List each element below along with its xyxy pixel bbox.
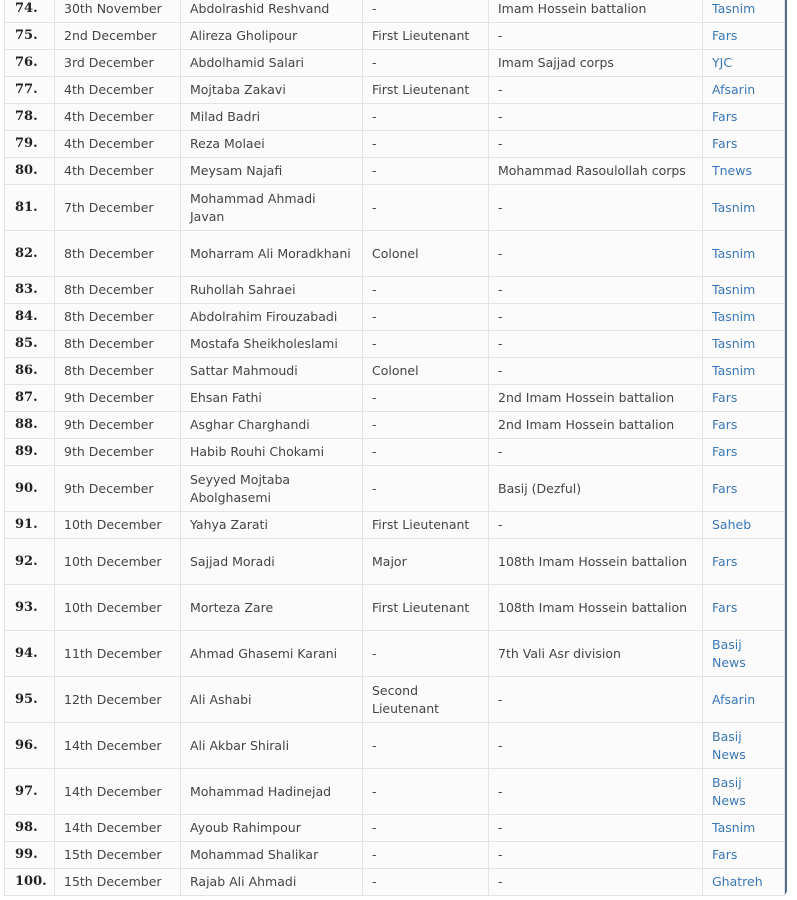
table-row bbox=[5, 304, 785, 331]
rank-cell: - bbox=[363, 331, 489, 358]
source-link[interactable]: Tasnim bbox=[712, 282, 756, 297]
row-number: 97. bbox=[5, 769, 55, 815]
source-link[interactable]: Afsarin bbox=[712, 82, 756, 97]
source-cell bbox=[703, 677, 785, 723]
source-link[interactable]: Saheb bbox=[712, 517, 752, 532]
table-row bbox=[5, 50, 785, 77]
source-cell bbox=[703, 23, 785, 50]
source-cell bbox=[703, 77, 785, 104]
unit-cell: 2nd Imam Hossein battalion bbox=[489, 412, 703, 439]
source-link[interactable]: Fars bbox=[712, 553, 738, 569]
name-cell: Seyyed Mojtaba Abolghasemi bbox=[181, 466, 363, 512]
unit-cell: - bbox=[489, 104, 703, 131]
date-cell: 10th December bbox=[55, 539, 181, 585]
source-cell bbox=[703, 842, 785, 869]
date-cell: 15th December bbox=[55, 869, 181, 896]
source-cell bbox=[703, 331, 785, 358]
source-cell bbox=[703, 769, 785, 815]
table-row bbox=[5, 277, 785, 304]
date-cell: 9th December bbox=[55, 439, 181, 466]
row-number: 74. bbox=[5, 0, 55, 23]
rank-cell: First Lieutenant bbox=[363, 585, 489, 631]
table-row bbox=[5, 769, 785, 815]
table-row bbox=[5, 0, 785, 23]
source-cell bbox=[703, 131, 785, 158]
row-number: 92. bbox=[5, 539, 55, 585]
name-cell: Ahmad Ghasemi Karani bbox=[181, 631, 363, 677]
date-cell: 3rd December bbox=[55, 50, 181, 77]
unit-cell: - bbox=[489, 439, 703, 466]
rank-cell: First Lieutenant bbox=[363, 512, 489, 539]
source-cell bbox=[703, 358, 785, 385]
table-row bbox=[5, 77, 785, 104]
source-cell bbox=[703, 439, 785, 466]
table-row bbox=[5, 539, 785, 585]
table-row bbox=[5, 104, 785, 131]
row-number: 75. bbox=[5, 23, 55, 50]
rank-cell: - bbox=[363, 869, 489, 896]
name-cell: Meysam Najafi bbox=[181, 158, 363, 185]
source-link[interactable]: Fars bbox=[712, 109, 738, 124]
source-cell bbox=[703, 869, 785, 896]
unit-cell: - bbox=[489, 304, 703, 331]
date-cell: 12th December bbox=[55, 677, 181, 723]
date-cell: 14th December bbox=[55, 723, 181, 769]
table-row bbox=[5, 842, 785, 869]
row-number: 81. bbox=[5, 185, 55, 231]
unit-cell: - bbox=[489, 231, 703, 277]
date-cell: 14th December bbox=[55, 769, 181, 815]
unit-cell: - bbox=[489, 23, 703, 50]
row-number: 99. bbox=[5, 842, 55, 869]
source-cell bbox=[703, 385, 785, 412]
unit-cell: Imam Sajjad corps bbox=[489, 50, 703, 77]
name-cell: Mostafa Sheikholeslami bbox=[181, 331, 363, 358]
table-row bbox=[5, 358, 785, 385]
source-link[interactable]: Basij News bbox=[712, 774, 746, 808]
date-cell: 8th December bbox=[55, 231, 181, 277]
unit-cell: - bbox=[489, 277, 703, 304]
date-cell: 10th December bbox=[55, 512, 181, 539]
date-cell: 14th December bbox=[55, 815, 181, 842]
name-cell: Reza Molaei bbox=[181, 131, 363, 158]
source-cell bbox=[703, 466, 785, 512]
date-cell: 4th December bbox=[55, 104, 181, 131]
source-link[interactable]: Ghatreh bbox=[712, 874, 763, 889]
source-link[interactable]: Tasnim bbox=[712, 820, 756, 835]
rank-cell: - bbox=[363, 0, 489, 23]
table-row bbox=[5, 631, 785, 677]
row-number: 90. bbox=[5, 466, 55, 512]
table-row bbox=[5, 466, 785, 512]
unit-cell: - bbox=[489, 77, 703, 104]
table-row bbox=[5, 412, 785, 439]
rank-cell: - bbox=[363, 304, 489, 331]
rank-cell: - bbox=[363, 412, 489, 439]
source-link[interactable]: Tasnim bbox=[712, 245, 756, 261]
date-cell: 8th December bbox=[55, 331, 181, 358]
unit-cell: 7th Vali Asr division bbox=[489, 631, 703, 677]
unit-cell: - bbox=[489, 331, 703, 358]
source-cell bbox=[703, 104, 785, 131]
source-link[interactable]: Tasnim bbox=[712, 1, 756, 16]
row-number: 89. bbox=[5, 439, 55, 466]
row-number: 93. bbox=[5, 585, 55, 631]
unit-cell: 108th Imam Hossein battalion bbox=[489, 539, 703, 585]
name-cell: Mohammad Shalikar bbox=[181, 842, 363, 869]
name-cell: Ruhollah Sahraei bbox=[181, 277, 363, 304]
date-cell: 7th December bbox=[55, 185, 181, 231]
date-cell: 8th December bbox=[55, 358, 181, 385]
source-cell bbox=[703, 512, 785, 539]
row-number: 77. bbox=[5, 77, 55, 104]
source-cell bbox=[703, 50, 785, 77]
name-cell: Abdolrashid Reshvand bbox=[181, 0, 363, 23]
rank-cell: - bbox=[363, 277, 489, 304]
date-cell: 9th December bbox=[55, 466, 181, 512]
row-number: 76. bbox=[5, 50, 55, 77]
date-cell: 9th December bbox=[55, 412, 181, 439]
row-number: 100. bbox=[5, 869, 55, 896]
table-row bbox=[5, 131, 785, 158]
source-cell bbox=[703, 539, 785, 585]
row-number: 78. bbox=[5, 104, 55, 131]
source-link[interactable]: Tnews bbox=[712, 163, 752, 178]
unit-cell: 2nd Imam Hossein battalion bbox=[489, 385, 703, 412]
source-link[interactable]: Fars bbox=[712, 28, 738, 43]
name-cell: Morteza Zare bbox=[181, 585, 363, 631]
rank-cell: - bbox=[363, 723, 489, 769]
source-link[interactable]: Fars bbox=[712, 390, 738, 405]
table-row bbox=[5, 23, 785, 50]
source-cell bbox=[703, 158, 785, 185]
rank-cell: - bbox=[363, 842, 489, 869]
source-cell bbox=[703, 631, 785, 677]
table-row bbox=[5, 331, 785, 358]
row-number: 91. bbox=[5, 512, 55, 539]
name-cell: Alireza Gholipour bbox=[181, 23, 363, 50]
source-link[interactable]: Fars bbox=[712, 417, 738, 432]
name-cell: Mohammad Ahmadi Javan bbox=[181, 185, 363, 231]
source-link[interactable]: Fars bbox=[712, 599, 738, 615]
row-number: 79. bbox=[5, 131, 55, 158]
rank-cell: First Lieutenant bbox=[363, 23, 489, 50]
table-row bbox=[5, 723, 785, 769]
name-cell: Asghar Charghandi bbox=[181, 412, 363, 439]
source-link[interactable]: Fars bbox=[712, 480, 738, 496]
name-cell: Ayoub Rahimpour bbox=[181, 815, 363, 842]
name-cell: Ehsan Fathi bbox=[181, 385, 363, 412]
name-cell: Milad Badri bbox=[181, 104, 363, 131]
unit-cell: - bbox=[489, 131, 703, 158]
rank-cell: - bbox=[363, 104, 489, 131]
date-cell: 4th December bbox=[55, 158, 181, 185]
source-cell bbox=[703, 0, 785, 23]
source-link[interactable]: YJC bbox=[712, 55, 733, 70]
date-cell: 15th December bbox=[55, 842, 181, 869]
source-cell bbox=[703, 815, 785, 842]
row-number: 86. bbox=[5, 358, 55, 385]
unit-cell: - bbox=[489, 358, 703, 385]
row-number: 83. bbox=[5, 277, 55, 304]
source-link[interactable]: Afsarin bbox=[712, 691, 756, 707]
date-cell: 9th December bbox=[55, 385, 181, 412]
name-cell: Habib Rouhi Chokami bbox=[181, 439, 363, 466]
row-number: 96. bbox=[5, 723, 55, 769]
row-number: 82. bbox=[5, 231, 55, 277]
source-cell bbox=[703, 723, 785, 769]
table-body bbox=[5, 0, 785, 896]
source-cell bbox=[703, 231, 785, 277]
table-row bbox=[5, 585, 785, 631]
source-link[interactable]: Fars bbox=[712, 136, 738, 151]
rank-cell: First Lieutenant bbox=[363, 77, 489, 104]
source-cell bbox=[703, 185, 785, 231]
name-cell: Mojtaba Zakavi bbox=[181, 77, 363, 104]
row-number: 95. bbox=[5, 677, 55, 723]
table-row bbox=[5, 869, 785, 896]
table-row bbox=[5, 385, 785, 412]
unit-cell: Basij (Dezful) bbox=[489, 466, 703, 512]
table-row bbox=[5, 815, 785, 842]
rank-cell: - bbox=[363, 385, 489, 412]
source-link[interactable]: Fars bbox=[712, 847, 738, 862]
unit-cell: - bbox=[489, 869, 703, 896]
unit-cell: Imam Hossein battalion bbox=[489, 0, 703, 23]
rank-cell: Major bbox=[363, 539, 489, 585]
date-cell: 11th December bbox=[55, 631, 181, 677]
row-number: 87. bbox=[5, 385, 55, 412]
rank-cell: - bbox=[363, 631, 489, 677]
name-cell: Abdolrahim Firouzabadi bbox=[181, 304, 363, 331]
date-cell: 8th December bbox=[55, 277, 181, 304]
name-cell: Abdolhamid Salari bbox=[181, 50, 363, 77]
rank-cell: Second Lieutenant bbox=[363, 677, 489, 723]
source-link[interactable]: Basij News bbox=[712, 728, 746, 762]
name-cell: Ali Ashabi bbox=[181, 677, 363, 723]
source-link[interactable]: Fars bbox=[712, 444, 738, 459]
unit-cell: - bbox=[489, 677, 703, 723]
table-row bbox=[5, 677, 785, 723]
name-cell: Sattar Mahmoudi bbox=[181, 358, 363, 385]
table-row bbox=[5, 439, 785, 466]
row-number: 85. bbox=[5, 331, 55, 358]
unit-cell: - bbox=[489, 842, 703, 869]
table-row bbox=[5, 158, 785, 185]
source-link[interactable]: Tasnim bbox=[712, 309, 756, 324]
source-link[interactable]: Tasnim bbox=[712, 199, 756, 215]
source-link[interactable]: Basij News bbox=[712, 636, 746, 670]
source-link[interactable]: Tasnim bbox=[712, 363, 756, 378]
row-number: 88. bbox=[5, 412, 55, 439]
table-row bbox=[5, 512, 785, 539]
name-cell: Rajab Ali Ahmadi bbox=[181, 869, 363, 896]
name-cell: Yahya Zarati bbox=[181, 512, 363, 539]
date-cell: 4th December bbox=[55, 77, 181, 104]
unit-cell: - bbox=[489, 815, 703, 842]
table-row bbox=[5, 231, 785, 277]
unit-cell: - bbox=[489, 512, 703, 539]
date-cell: 2nd December bbox=[55, 23, 181, 50]
date-cell: 30th November bbox=[55, 0, 181, 23]
rank-cell: - bbox=[363, 131, 489, 158]
unit-cell: 108th Imam Hossein battalion bbox=[489, 585, 703, 631]
rank-cell: - bbox=[363, 815, 489, 842]
name-cell: Mohammad Hadinejad bbox=[181, 769, 363, 815]
source-cell bbox=[703, 585, 785, 631]
rank-cell: - bbox=[363, 466, 489, 512]
unit-cell: - bbox=[489, 185, 703, 231]
source-cell bbox=[703, 304, 785, 331]
source-link[interactable]: Tasnim bbox=[712, 336, 756, 351]
row-number: 84. bbox=[5, 304, 55, 331]
rank-cell: - bbox=[363, 185, 489, 231]
source-cell bbox=[703, 412, 785, 439]
name-cell: Ali Akbar Shirali bbox=[181, 723, 363, 769]
casualties-table bbox=[4, 0, 785, 896]
unit-cell: - bbox=[489, 769, 703, 815]
name-cell: Sajjad Moradi bbox=[181, 539, 363, 585]
date-cell: 4th December bbox=[55, 131, 181, 158]
source-cell bbox=[703, 277, 785, 304]
row-number: 98. bbox=[5, 815, 55, 842]
name-cell: Moharram Ali Moradkhani bbox=[181, 231, 363, 277]
rank-cell: Colonel bbox=[363, 231, 489, 277]
date-cell: 8th December bbox=[55, 304, 181, 331]
unit-cell: Mohammad Rasoulollah corps bbox=[489, 158, 703, 185]
rank-cell: - bbox=[363, 439, 489, 466]
row-number: 94. bbox=[5, 631, 55, 677]
rank-cell: Colonel bbox=[363, 358, 489, 385]
row-number: 80. bbox=[5, 158, 55, 185]
rank-cell: - bbox=[363, 769, 489, 815]
rank-cell: - bbox=[363, 50, 489, 77]
date-cell: 10th December bbox=[55, 585, 181, 631]
rank-cell: - bbox=[363, 158, 489, 185]
unit-cell: - bbox=[489, 723, 703, 769]
table-row bbox=[5, 185, 785, 231]
